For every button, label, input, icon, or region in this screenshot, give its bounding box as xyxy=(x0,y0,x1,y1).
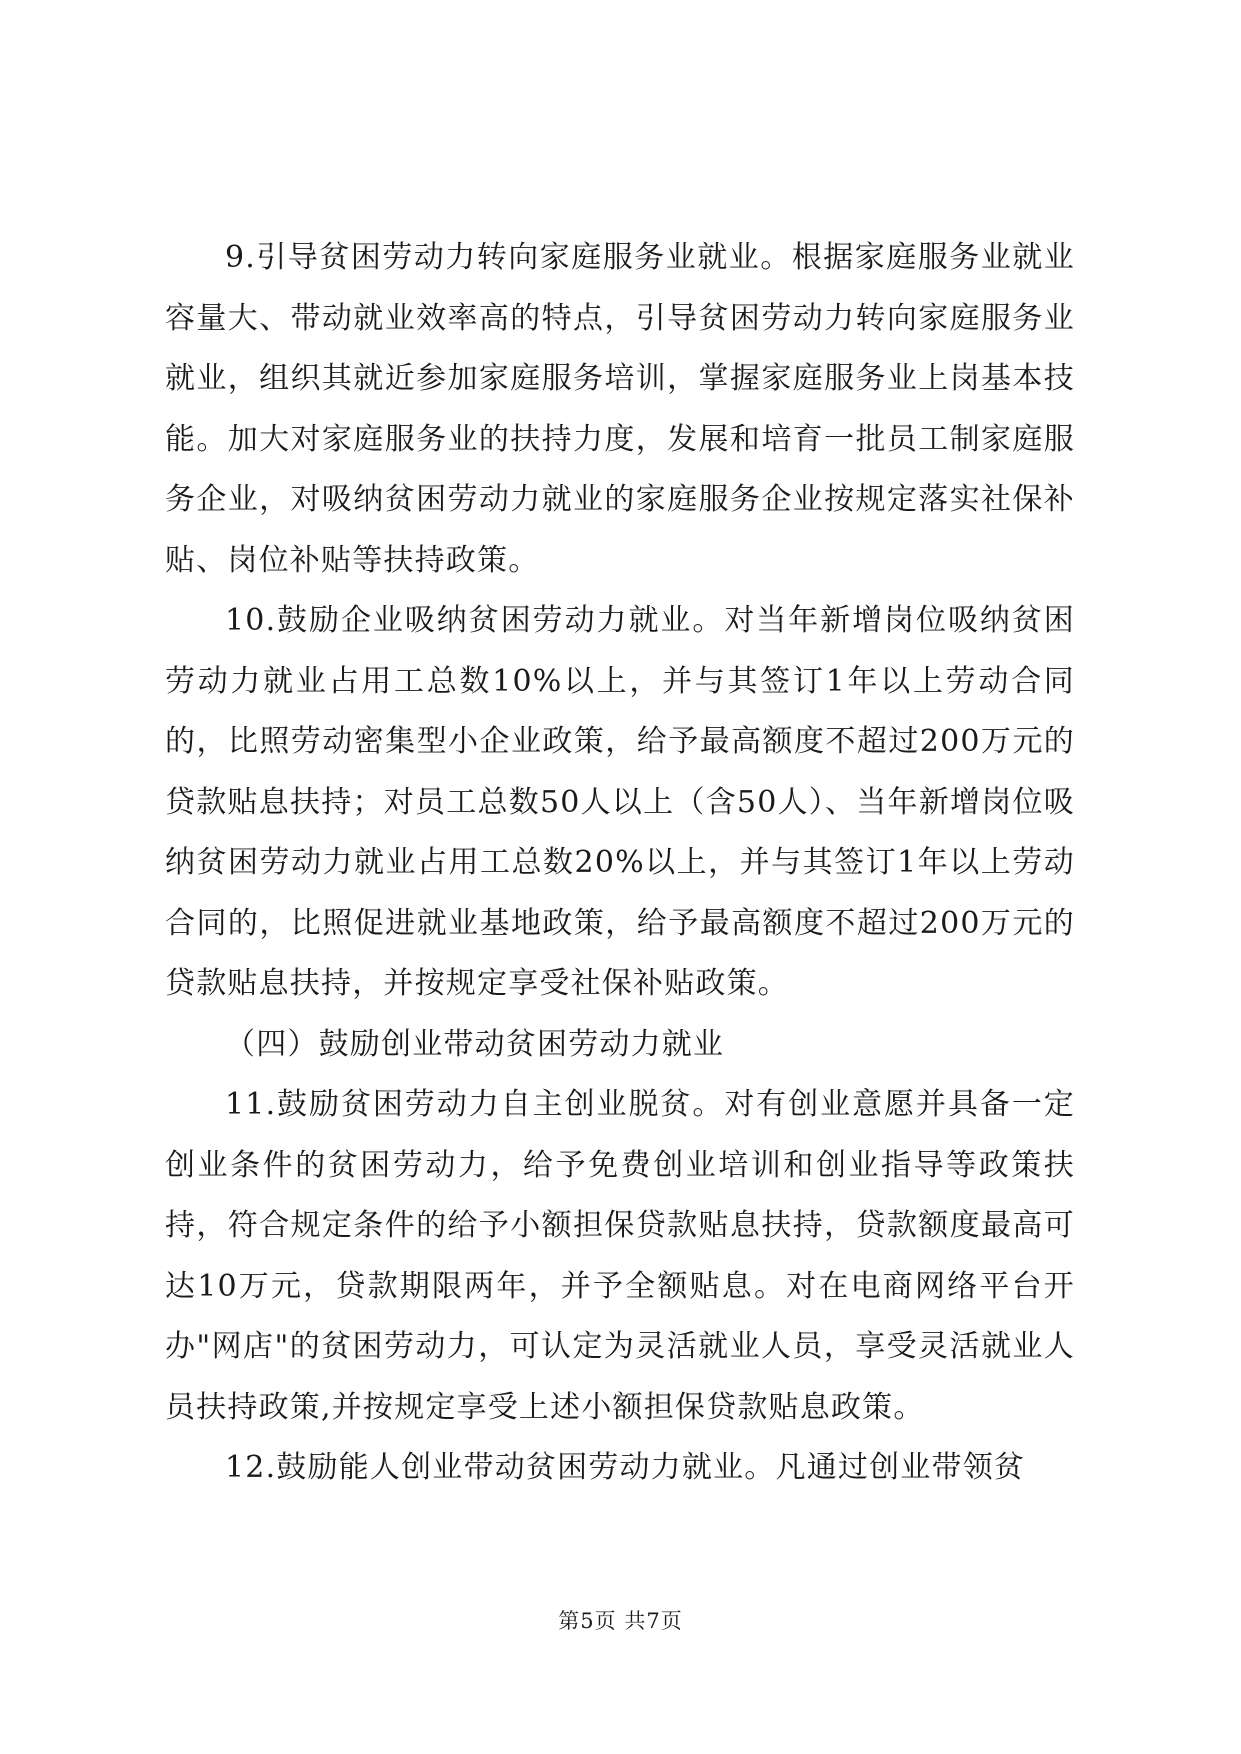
paragraph-item-11: 11.鼓励贫困劳动力自主创业脱贫。对有创业意愿并具备一定创业条件的贫困劳动力，给予免费创业培训和创业指导等政策扶持，符合规定条件的给予小额担保贷款贴息扶持，贷款额度最高可达10万元，贷款期限两年，并予全额贴息。对在电商网络平台开办"网店"的贫困劳动力，可认定为灵活就业人员，享受灵活就业人员扶持政策,并按规定享受上述小额担保贷款贴息政策。 xyxy=(165,1087,1075,1425)
paragraph-item-9: 9.引导贫困劳动力转向家庭服务业就业。根据家庭服务业就业容量大、带动就业效率高的特点，引导贫困劳动力转向家庭服务业就业，组织其就近参加家庭服务培训，掌握家庭服务业上岗基本技能。加大对家庭服务业的扶持力度，发展和培育一批员工制家庭服务企业，对吸纳贫困劳动力就业的家庭服务企业按规定落实社保补贴、岗位补贴等扶持政策。 xyxy=(165,240,1075,578)
section-heading: （四）鼓励创业带动贫困劳动力就业 xyxy=(225,1026,725,1062)
page-number-footer: 第5页 共7页 xyxy=(558,1609,683,1633)
document-body xyxy=(165,228,1075,1499)
paragraph-item-12: 12.鼓励能人创业带动贫困劳动力就业。凡通过创业带领贫 xyxy=(225,1450,1026,1485)
paragraph-item-10: 10.鼓励企业吸纳贫困劳动力就业。对当年新增岗位吸纳贫困劳动力就业占用工总数10%以上，并与其签订1年以上劳动合同的，比照劳动密集型小企业政策，给予最高额度不超过200万元的贷款贴息扶持；对员工总数50人以上（含50人）、当年新增岗位吸纳贫困劳动力就业占用工总数20%以上，并与其签订1年以上劳动合同的，比照促进就业基地政策，给予最高额度不超过200万元的贷款贴息扶持，并按规定享受社保补贴政策。 xyxy=(165,603,1075,1001)
